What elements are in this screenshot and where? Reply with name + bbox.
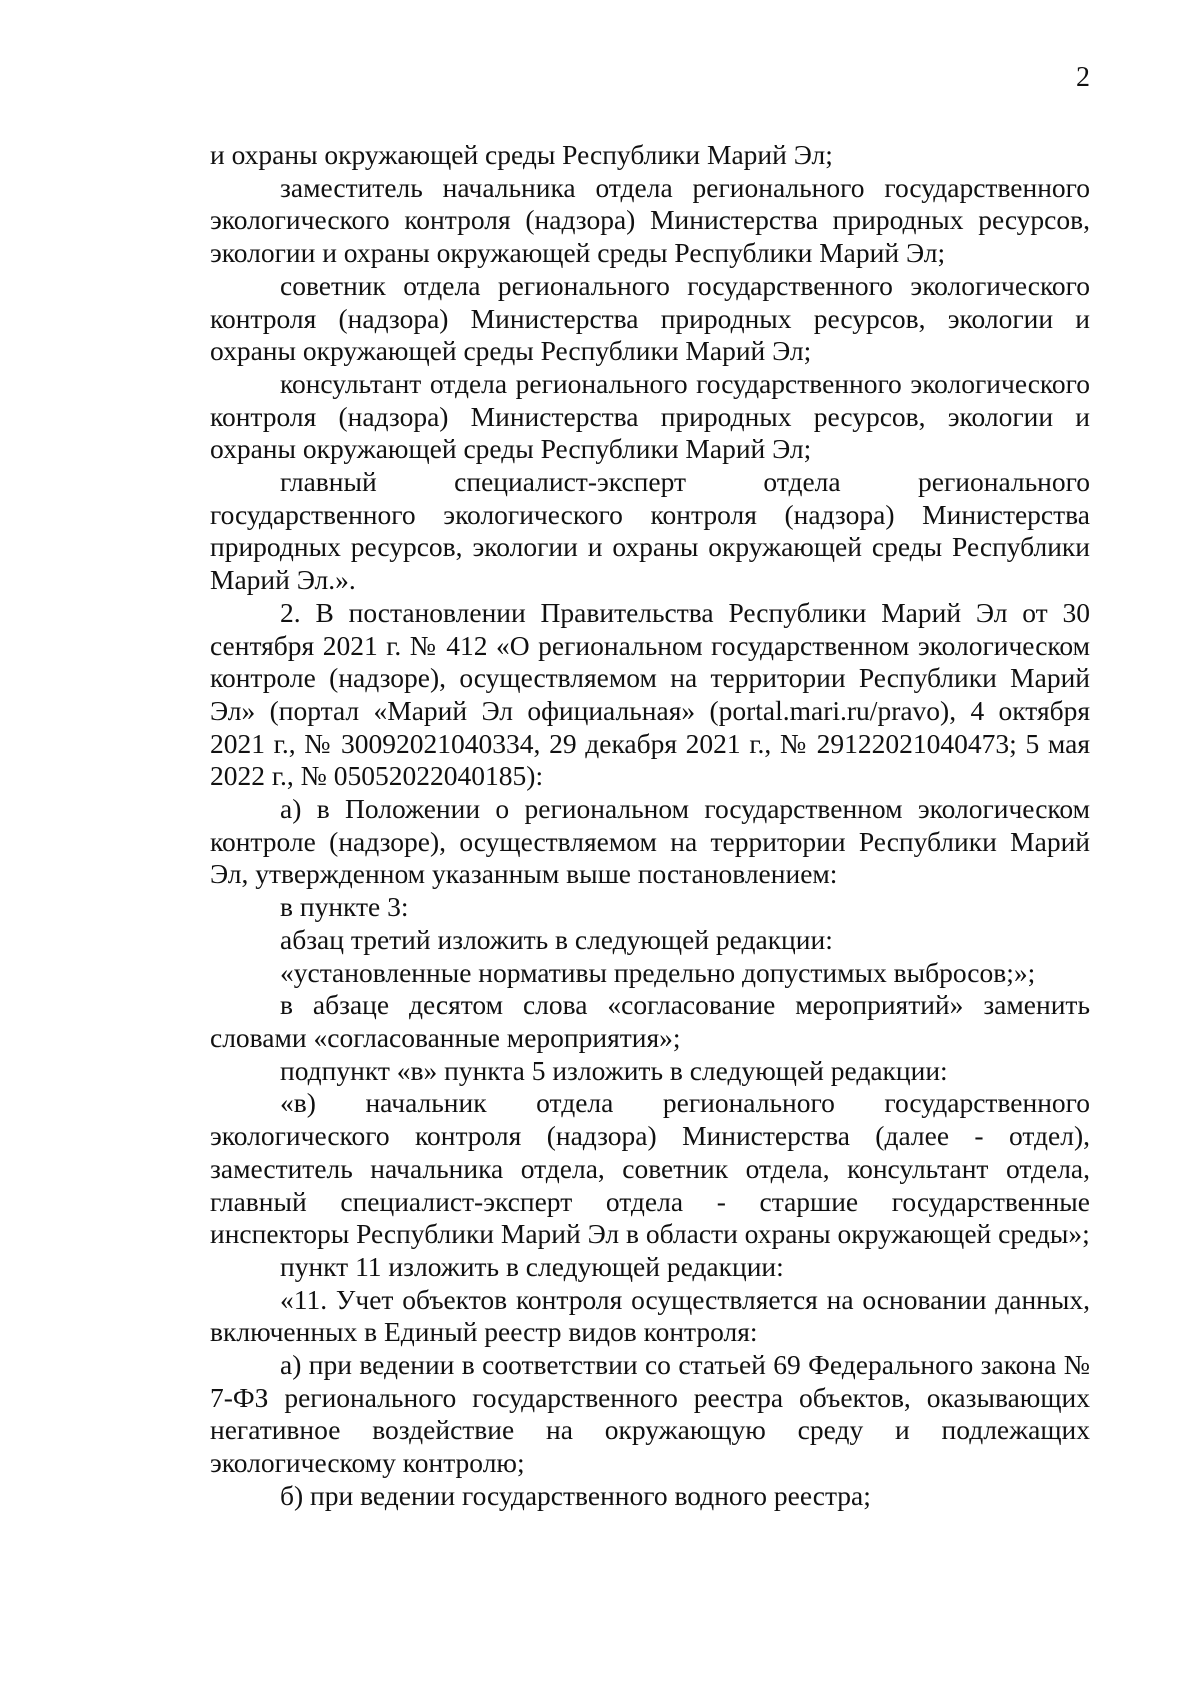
paragraph: и охраны окружающей среды Республики Марий Эл; [210,139,833,170]
paragraph: советник отдела регионального государственного экологического контроля (надзора) Министерства природных ресурсов, экологии и охраны окружающей среды Республики Марий Эл; [210,269,1090,367]
paragraph: заместитель начальника отдела регионального государственного экологического контроля (надзора) Министерства природных ресурсов, экологии и охраны окружающей среды Республики Марий Эл; [210,171,1090,269]
document-body [210,139,1090,1513]
paragraph: а) в Положении о региональном государственном экологическом контроле (надзоре), осуществляемом на территории Республики Марий Эл, утвержденном указанным выше постановлением: [210,793,1090,890]
paragraph: а) при ведении в соответствии со статьей 69 Федерального закона № 7-ФЗ регионального государственного реестра объектов, оказывающих негативное воздействие на окружающую среду и подлежащих экологическому контролю; [210,1349,1090,1479]
paragraph: пункт 11 изложить в следующей редакции: [280,1250,784,1282]
paragraph: главный специалист-эксперт отдела регионального государственного экологического контроля (надзора) Министерства природных ресурсов, экологии и охраны окружающей среды Республики Марий Эл.». [210,466,1090,596]
paragraph: «11. Учет объектов контроля осуществляется на основании данных, включенных в Единый реестр видов контроля: [210,1283,1090,1348]
paragraph: в абзаце десятом слова «согласование мероприятий» заменить словами «согласованные мероприятия»; [210,989,1090,1053]
paragraph: в пункте 3: [280,891,409,923]
paragraph: «установленные нормативы предельно допустимых выбросов;»; [280,956,1036,988]
paragraph: 2. В постановлении Правительства Республики Марий Эл от 30 сентября 2021 г. № 412 «О региональном государственном экологическом контроле (надзоре), осуществляемом на территории Республики Марий Эл» (портал «Марий Эл официальная» (portal.mari.ru/pravo), 4 октября 2021 г., № 30092021040334, 29 декабря 2021 г., № 29122021040473; 5 мая 2022 г., № 05052022040185): [210,596,1090,792]
paragraph: консультант отдела регионального государственного экологического контроля (надзора) Министерства природных ресурсов, экологии и охраны окружающей среды Республики Марий Эл; [210,367,1090,465]
paragraph: «в) начальник отдела регионального государственного экологического контроля (надзора) Министерства (далее - отдел), заместитель начальника отдела, советник отдела, консультант отдела, главный специалист-эксперт отдела - старшие государственные инспекторы Республики Марий Эл в области охраны окружающей среды»; [210,1087,1090,1250]
paragraph: абзац третий изложить в следующей редакции: [280,923,833,955]
paragraph: б) при ведении государственного водного реестра; [280,1479,871,1511]
paragraph: подпункт «в» пункта 5 изложить в следующей редакции: [280,1054,948,1086]
page-number: 2 [1076,62,1090,93]
